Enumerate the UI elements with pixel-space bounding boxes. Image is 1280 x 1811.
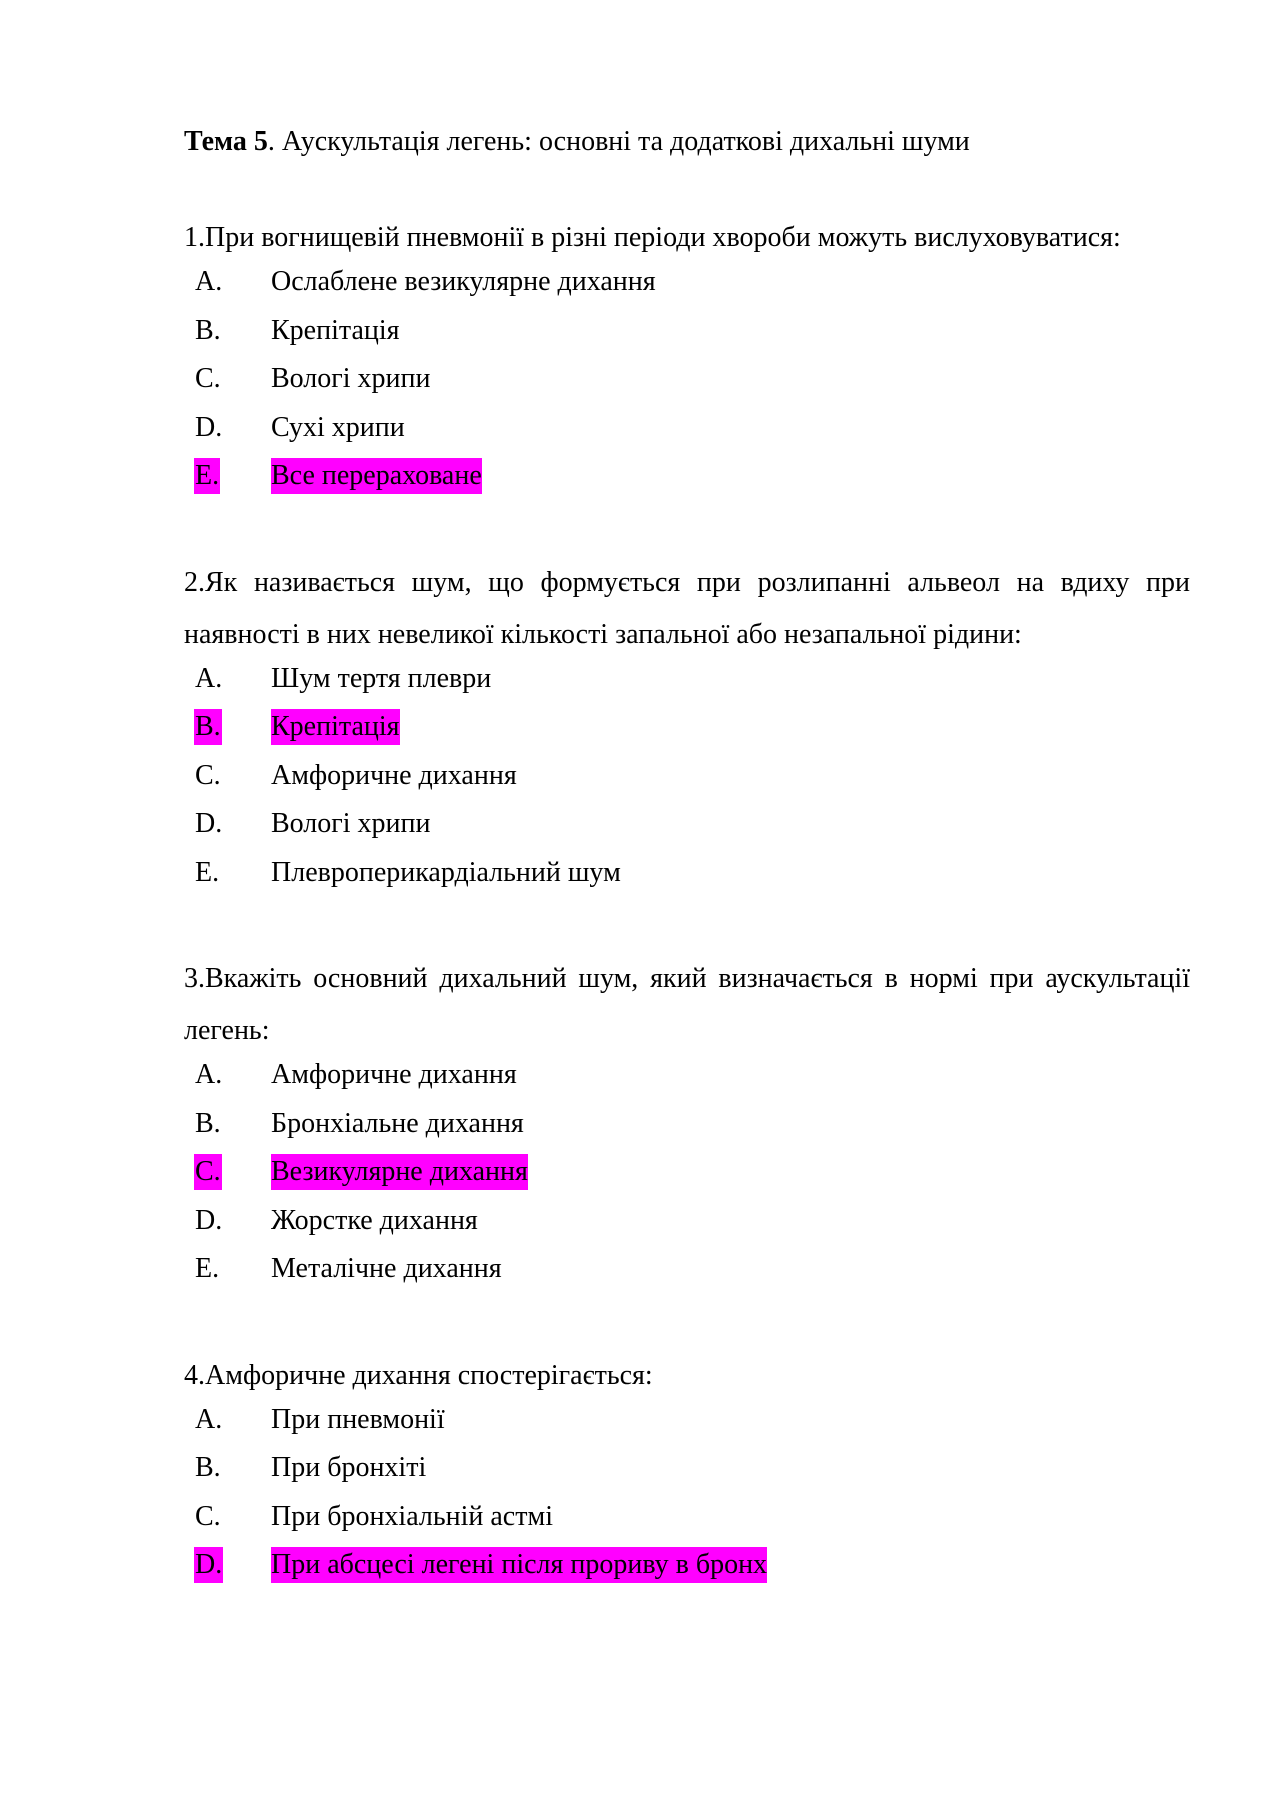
answer-letter: E. xyxy=(194,458,220,494)
answer-text: Вологі хрипи xyxy=(271,363,431,394)
answer-option xyxy=(184,1203,1190,1252)
question-block xyxy=(184,1350,1190,1596)
answer-option xyxy=(184,410,1190,459)
question-block xyxy=(184,557,1190,904)
answer-options xyxy=(184,661,1190,904)
answer-option xyxy=(184,806,1190,855)
answer-letter: D. xyxy=(195,411,223,443)
answer-text: Везикулярне дихання xyxy=(271,1154,528,1190)
answer-letter: E. xyxy=(195,1253,220,1284)
answer-letter: C. xyxy=(195,759,221,791)
answer-letter: D. xyxy=(195,1204,223,1236)
answer-text: Крепітація xyxy=(271,314,400,346)
answer-text: Все перераховане xyxy=(271,458,482,494)
answer-text: При пневмонії xyxy=(271,1403,445,1435)
answer-option xyxy=(184,1450,1190,1499)
answer-text: Жорстке дихання xyxy=(271,1204,478,1236)
answer-text: Металічне дихання xyxy=(271,1253,502,1284)
answer-letter: A. xyxy=(195,1059,223,1090)
answer-option-correct xyxy=(184,458,1190,507)
answer-option xyxy=(184,758,1190,807)
answer-letter: C. xyxy=(195,363,221,394)
question-block xyxy=(184,953,1190,1300)
answer-option-correct xyxy=(184,1547,1190,1596)
answer-letter: D. xyxy=(194,1547,223,1583)
answer-letter: D. xyxy=(195,808,223,839)
answer-options xyxy=(184,1402,1190,1596)
answer-letter: E. xyxy=(195,856,220,888)
answer-text: При бронхіті xyxy=(271,1452,427,1483)
answer-text: Амфоричне дихання xyxy=(271,759,517,791)
answer-text: При абсцесі легені після прориву в бронх xyxy=(271,1547,767,1583)
answer-options xyxy=(184,1057,1190,1300)
answer-option xyxy=(184,361,1190,410)
answer-text: Шум тертя плеври xyxy=(271,662,492,694)
answer-option xyxy=(184,661,1190,710)
answer-text: Крепітація xyxy=(271,709,400,745)
answer-option xyxy=(184,1057,1190,1106)
answer-text: Бронхіальне дихання xyxy=(271,1107,524,1139)
question-text: 3.Вкажіть основний дихальний шум, який визначається в нормі при аускультації легень: xyxy=(184,963,1190,1046)
answer-letter: B. xyxy=(195,1107,221,1139)
question-text: 2.Як називається шум, що формується при розлипанні альвеол на вдиху при наявності в них невеликої кількості запальної або незапальної рідини: xyxy=(184,566,1190,650)
answer-option-correct xyxy=(184,709,1190,758)
answer-text: Амфоричне дихання xyxy=(271,1059,517,1090)
document-page xyxy=(184,122,1190,1596)
topic-label: Тема 5 xyxy=(184,126,268,157)
answer-options xyxy=(184,264,1190,507)
answer-letter: A. xyxy=(195,266,223,297)
answer-text: Ослаблене везикулярне дихання xyxy=(271,266,656,297)
answer-text: Сухі хрипи xyxy=(271,411,405,443)
answer-letter: A. xyxy=(195,662,223,694)
answer-letter: B. xyxy=(194,709,222,745)
topic-title: . Аускультація легень: основні та додаткові дихальні шуми xyxy=(267,126,970,157)
question-text: 1.При вогнищевій пневмонії в різні періоди хвороби можуть вислуховуватися: xyxy=(184,222,1121,253)
answer-option xyxy=(184,264,1190,313)
answer-letter: A. xyxy=(195,1403,223,1435)
answer-option xyxy=(184,855,1190,904)
answer-option xyxy=(184,313,1190,362)
answer-text: Вологі хрипи xyxy=(271,808,431,839)
page-title xyxy=(184,122,1190,162)
answer-letter: B. xyxy=(195,314,221,346)
answer-option xyxy=(184,1499,1190,1548)
answer-text: При бронхіальній астмі xyxy=(271,1500,553,1532)
answer-letter: C. xyxy=(194,1154,222,1190)
question-block xyxy=(184,212,1190,507)
answer-option xyxy=(184,1251,1190,1300)
answer-text: Плевроперикардіальний шум xyxy=(271,856,621,888)
answer-letter: C. xyxy=(195,1500,221,1532)
answer-letter: B. xyxy=(195,1452,221,1483)
answer-option-correct xyxy=(184,1154,1190,1203)
question-text: 4.Амфоричне дихання спостерігається: xyxy=(184,1359,653,1391)
answer-option xyxy=(184,1106,1190,1155)
answer-option xyxy=(184,1402,1190,1451)
